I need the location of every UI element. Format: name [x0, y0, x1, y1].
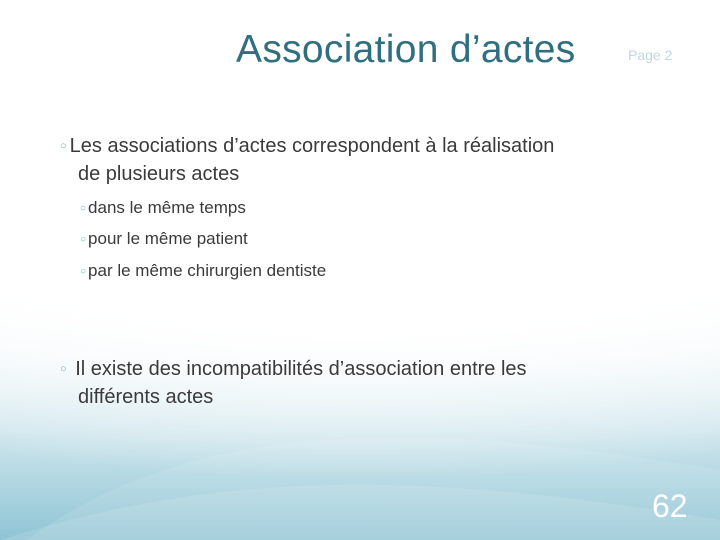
sub-bullet-dentist — [80, 260, 326, 283]
bullet-incompatibilities — [60, 355, 527, 411]
sub-bullet-text: par le même chirurgien dentiste — [88, 261, 327, 280]
bullet-associations — [60, 132, 554, 188]
bullet-line: Il existe des incompatibilités d’association entre les — [69, 358, 527, 380]
page-number: 62 — [652, 488, 688, 524]
sub-bullet-text: pour le même patient — [88, 229, 248, 248]
slide-title: Association d’actes — [236, 28, 576, 71]
circle-outline-icon: ○ — [60, 140, 67, 152]
title-tag: Page 2 — [628, 47, 673, 63]
sub-bullet-text: dans le même temps — [88, 198, 246, 217]
bullet-continuation: différents actes — [78, 386, 214, 408]
circle-outline-icon: ○ — [80, 203, 87, 214]
bullet-continuation: de plusieurs actes — [78, 163, 240, 185]
bullet-line: Les associations d’actes correspondent à la réalisation — [69, 135, 555, 157]
sub-bullet-patient — [80, 228, 248, 251]
circle-outline-icon: ○ — [80, 234, 87, 245]
circle-outline-icon: ○ — [60, 363, 67, 375]
circle-outline-icon: ○ — [80, 266, 87, 277]
sub-bullet-time — [80, 197, 246, 220]
